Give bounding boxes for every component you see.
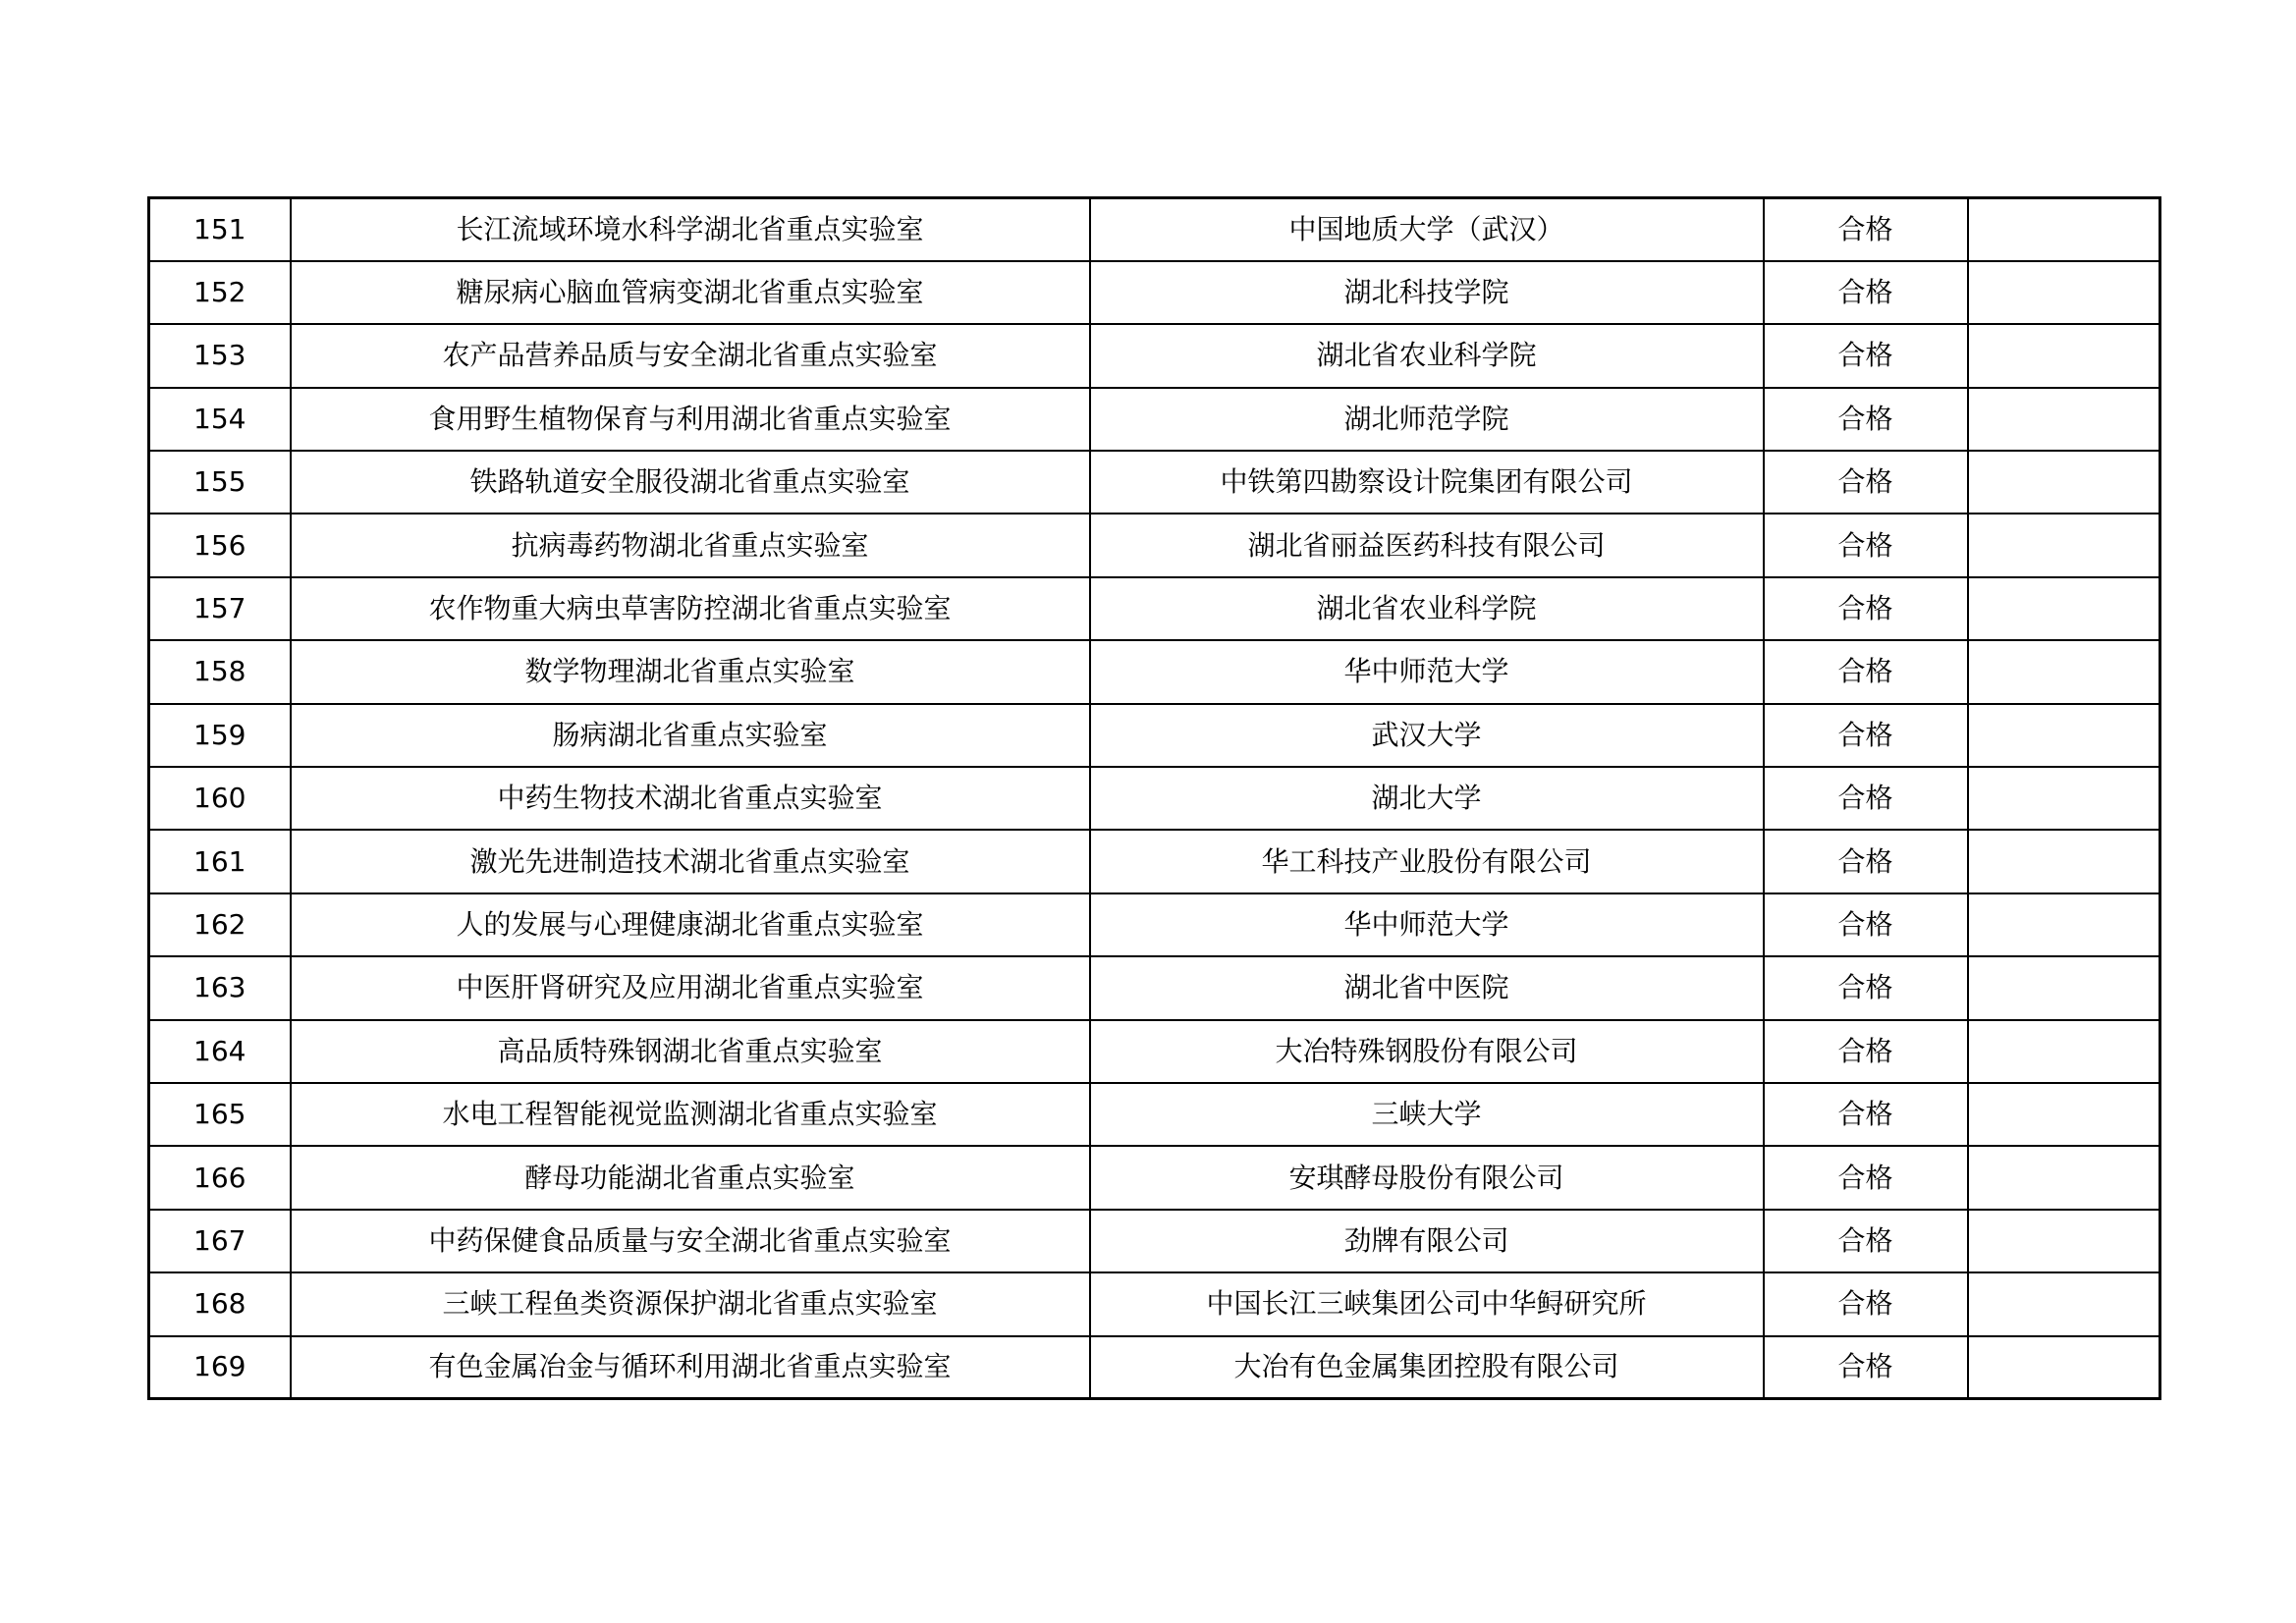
row-number-cell: 152 <box>149 261 291 324</box>
row-number-cell: 165 <box>149 1083 291 1146</box>
note-cell <box>1968 1020 2160 1083</box>
result-cell: 合格 <box>1764 198 1968 261</box>
lab-name-cell: 三峡工程鱼类资源保护湖北省重点实验室 <box>291 1272 1090 1335</box>
note-cell <box>1968 893 2160 956</box>
host-unit-cell: 劲牌有限公司 <box>1090 1210 1764 1272</box>
host-unit-cell: 华中师范大学 <box>1090 640 1764 703</box>
row-number-cell: 166 <box>149 1146 291 1209</box>
result-cell: 合格 <box>1764 1272 1968 1335</box>
table-row <box>149 893 2160 956</box>
row-number-cell: 156 <box>149 514 291 576</box>
row-number-cell: 167 <box>149 1210 291 1272</box>
lab-name-cell: 糖尿病心脑血管病变湖北省重点实验室 <box>291 261 1090 324</box>
result-cell: 合格 <box>1764 1020 1968 1083</box>
host-unit-cell: 大冶有色金属集团控股有限公司 <box>1090 1336 1764 1399</box>
lab-name-cell: 肠病湖北省重点实验室 <box>291 704 1090 767</box>
note-cell <box>1968 1146 2160 1209</box>
result-cell: 合格 <box>1764 1146 1968 1209</box>
lab-name-cell: 农作物重大病虫草害防控湖北省重点实验室 <box>291 577 1090 640</box>
row-number-cell: 160 <box>149 767 291 830</box>
host-unit-cell: 三峡大学 <box>1090 1083 1764 1146</box>
result-cell: 合格 <box>1764 1083 1968 1146</box>
table-row <box>149 1210 2160 1272</box>
lab-name-cell: 中药生物技术湖北省重点实验室 <box>291 767 1090 830</box>
note-cell <box>1968 514 2160 576</box>
lab-name-cell: 人的发展与心理健康湖北省重点实验室 <box>291 893 1090 956</box>
note-cell <box>1968 704 2160 767</box>
table-row <box>149 1020 2160 1083</box>
note-cell <box>1968 830 2160 893</box>
host-unit-cell: 大冶特殊钢股份有限公司 <box>1090 1020 1764 1083</box>
result-cell: 合格 <box>1764 704 1968 767</box>
result-cell: 合格 <box>1764 1336 1968 1399</box>
host-unit-cell: 安琪酵母股份有限公司 <box>1090 1146 1764 1209</box>
table-row <box>149 451 2160 514</box>
result-cell: 合格 <box>1764 767 1968 830</box>
row-number-cell: 168 <box>149 1272 291 1335</box>
result-cell: 合格 <box>1764 640 1968 703</box>
table-row <box>149 640 2160 703</box>
host-unit-cell: 湖北科技学院 <box>1090 261 1764 324</box>
table-row <box>149 577 2160 640</box>
host-unit-cell: 湖北师范学院 <box>1090 388 1764 451</box>
row-number-cell: 161 <box>149 830 291 893</box>
lab-name-cell: 水电工程智能视觉监测湖北省重点实验室 <box>291 1083 1090 1146</box>
lab-name-cell: 抗病毒药物湖北省重点实验室 <box>291 514 1090 576</box>
result-cell: 合格 <box>1764 451 1968 514</box>
row-number-cell: 164 <box>149 1020 291 1083</box>
row-number-cell: 154 <box>149 388 291 451</box>
result-cell: 合格 <box>1764 324 1968 387</box>
host-unit-cell: 湖北大学 <box>1090 767 1764 830</box>
table-row <box>149 1146 2160 1209</box>
note-cell <box>1968 1083 2160 1146</box>
table-row <box>149 261 2160 324</box>
result-cell: 合格 <box>1764 514 1968 576</box>
row-number-cell: 169 <box>149 1336 291 1399</box>
host-unit-cell: 华工科技产业股份有限公司 <box>1090 830 1764 893</box>
result-cell: 合格 <box>1764 893 1968 956</box>
result-cell: 合格 <box>1764 830 1968 893</box>
note-cell <box>1968 324 2160 387</box>
note-cell <box>1968 1272 2160 1335</box>
table-row <box>149 956 2160 1019</box>
host-unit-cell: 湖北省中医院 <box>1090 956 1764 1019</box>
lab-name-cell: 酵母功能湖北省重点实验室 <box>291 1146 1090 1209</box>
host-unit-cell: 湖北省农业科学院 <box>1090 577 1764 640</box>
note-cell <box>1968 198 2160 261</box>
note-cell <box>1968 1210 2160 1272</box>
row-number-cell: 157 <box>149 577 291 640</box>
note-cell <box>1968 451 2160 514</box>
note-cell <box>1968 1336 2160 1399</box>
note-cell <box>1968 767 2160 830</box>
table-row <box>149 388 2160 451</box>
row-number-cell: 158 <box>149 640 291 703</box>
row-number-cell: 155 <box>149 451 291 514</box>
lab-name-cell: 长江流域环境水科学湖北省重点实验室 <box>291 198 1090 261</box>
evaluation-results-table <box>147 196 2161 1400</box>
host-unit-cell: 中铁第四勘察设计院集团有限公司 <box>1090 451 1764 514</box>
note-cell <box>1968 956 2160 1019</box>
lab-name-cell: 食用野生植物保育与利用湖北省重点实验室 <box>291 388 1090 451</box>
note-cell <box>1968 388 2160 451</box>
table-row <box>149 1336 2160 1399</box>
table-row <box>149 767 2160 830</box>
host-unit-cell: 湖北省丽益医药科技有限公司 <box>1090 514 1764 576</box>
lab-name-cell: 农产品营养品质与安全湖北省重点实验室 <box>291 324 1090 387</box>
result-cell: 合格 <box>1764 388 1968 451</box>
table-row <box>149 198 2160 261</box>
note-cell <box>1968 577 2160 640</box>
table-row <box>149 514 2160 576</box>
host-unit-cell: 华中师范大学 <box>1090 893 1764 956</box>
table-row <box>149 324 2160 387</box>
table-row <box>149 830 2160 893</box>
host-unit-cell: 中国长江三峡集团公司中华鲟研究所 <box>1090 1272 1764 1335</box>
result-cell: 合格 <box>1764 1210 1968 1272</box>
lab-name-cell: 高品质特殊钢湖北省重点实验室 <box>291 1020 1090 1083</box>
host-unit-cell: 湖北省农业科学院 <box>1090 324 1764 387</box>
host-unit-cell: 武汉大学 <box>1090 704 1764 767</box>
lab-name-cell: 铁路轨道安全服役湖北省重点实验室 <box>291 451 1090 514</box>
note-cell <box>1968 640 2160 703</box>
row-number-cell: 153 <box>149 324 291 387</box>
table-row <box>149 704 2160 767</box>
result-cell: 合格 <box>1764 577 1968 640</box>
row-number-cell: 151 <box>149 198 291 261</box>
note-cell <box>1968 261 2160 324</box>
row-number-cell: 159 <box>149 704 291 767</box>
result-cell: 合格 <box>1764 261 1968 324</box>
lab-name-cell: 有色金属冶金与循环利用湖北省重点实验室 <box>291 1336 1090 1399</box>
row-number-cell: 162 <box>149 893 291 956</box>
host-unit-cell: 中国地质大学（武汉） <box>1090 198 1764 261</box>
document-page <box>147 196 2159 1398</box>
lab-name-cell: 激光先进制造技术湖北省重点实验室 <box>291 830 1090 893</box>
lab-name-cell: 中药保健食品质量与安全湖北省重点实验室 <box>291 1210 1090 1272</box>
table-row <box>149 1083 2160 1146</box>
lab-name-cell: 数学物理湖北省重点实验室 <box>291 640 1090 703</box>
table-row <box>149 1272 2160 1335</box>
result-cell: 合格 <box>1764 956 1968 1019</box>
lab-name-cell: 中医肝肾研究及应用湖北省重点实验室 <box>291 956 1090 1019</box>
row-number-cell: 163 <box>149 956 291 1019</box>
